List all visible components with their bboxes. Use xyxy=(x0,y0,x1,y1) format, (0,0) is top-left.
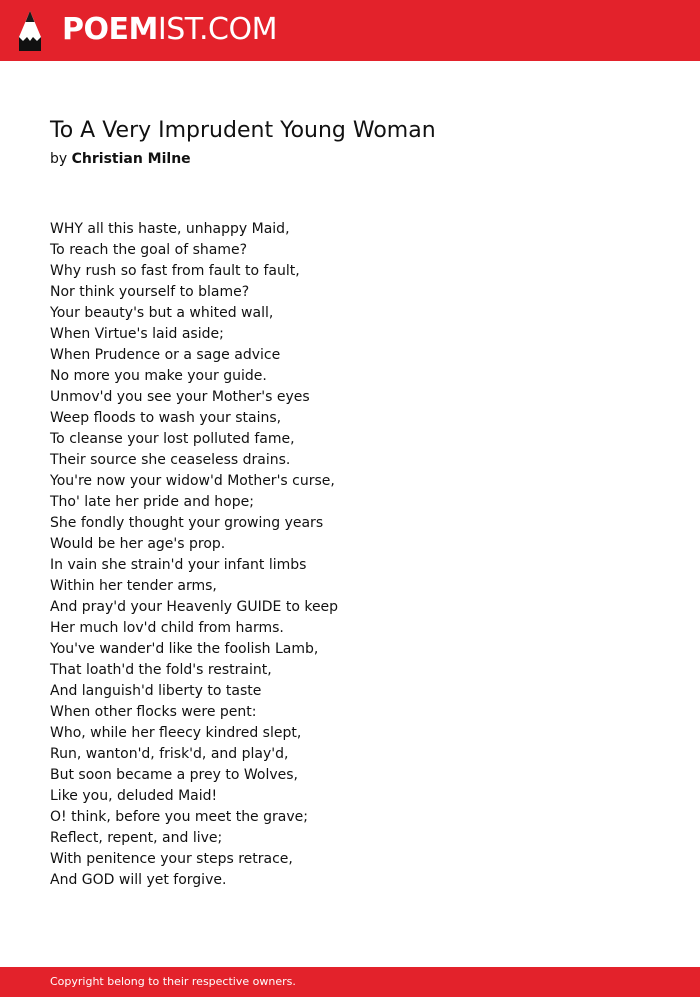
by-label: by xyxy=(50,151,68,167)
poem-line: Would be her age's prop. xyxy=(50,536,226,552)
poem-line: Like you, deluded Maid! xyxy=(50,788,218,804)
pencil-tip-icon[interactable] xyxy=(18,10,42,52)
poem-line: You're now your widow'd Mother's curse, xyxy=(50,473,335,489)
poem-line: That loath'd the fold's restraint, xyxy=(50,662,272,678)
poem-line: WHY all this haste, unhappy Maid, xyxy=(50,221,290,237)
poem-line: No more you make your guide. xyxy=(50,368,267,384)
poem-line: Weep floods to wash your stains, xyxy=(50,410,282,426)
site-footer xyxy=(0,967,700,997)
poem-line: Reflect, repent, and live; xyxy=(50,830,223,846)
poem-line: Run, wanton'd, frisk'd, and play'd, xyxy=(50,746,289,762)
poem-byline xyxy=(50,149,191,169)
site-header xyxy=(0,0,700,61)
poem-body xyxy=(50,219,338,891)
poem-line: You've wander'd like the foolish Lamb, xyxy=(50,641,319,657)
poem-line: To reach the goal of shame? xyxy=(50,242,248,258)
poem-line: Her much lov'd child from harms. xyxy=(50,620,284,636)
poem-line: And GOD will yet forgive. xyxy=(50,872,227,888)
poem-line: Your beauty's but a whited wall, xyxy=(50,305,274,321)
author-name: Christian Milne xyxy=(71,151,191,167)
poem-line: Within her tender arms, xyxy=(50,578,217,594)
poem-line: Unmov'd you see your Mother's eyes xyxy=(50,389,310,405)
logo-light-part: IST.COM xyxy=(157,12,277,47)
poem-line: And pray'd your Heavenly GUIDE to keep xyxy=(50,599,339,615)
poem-line: And languish'd liberty to taste xyxy=(50,683,262,699)
poem-line: Why rush so fast from fault to fault, xyxy=(50,263,300,279)
poem-line: But soon became a prey to Wolves, xyxy=(50,767,298,783)
logo-bold-part: POEM xyxy=(62,12,158,47)
copyright-text: Copyright belong to their respective owners. xyxy=(50,975,296,988)
poem-line: She fondly thought your growing years xyxy=(50,515,324,531)
poem-line: Tho' late her pride and hope; xyxy=(50,494,254,510)
poem-line: When Prudence or a sage advice xyxy=(50,347,281,363)
poem-line: In vain she strain'd your infant limbs xyxy=(50,557,307,573)
poem-line: With penitence your steps retrace, xyxy=(50,851,293,867)
poem-line: Their source she ceaseless drains. xyxy=(50,452,291,468)
poem-line: O! think, before you meet the grave; xyxy=(50,809,308,825)
poem-line: When other flocks were pent: xyxy=(50,704,257,720)
site-logo[interactable] xyxy=(62,11,277,49)
poem-line: Nor think yourself to blame? xyxy=(50,284,250,300)
poem-line: To cleanse your lost polluted fame, xyxy=(50,431,295,447)
poem-title: To A Very Imprudent Young Woman xyxy=(50,118,436,143)
poem-line: When Virtue's laid aside; xyxy=(50,326,224,342)
poem-line: Who, while her fleecy kindred slept, xyxy=(50,725,302,741)
